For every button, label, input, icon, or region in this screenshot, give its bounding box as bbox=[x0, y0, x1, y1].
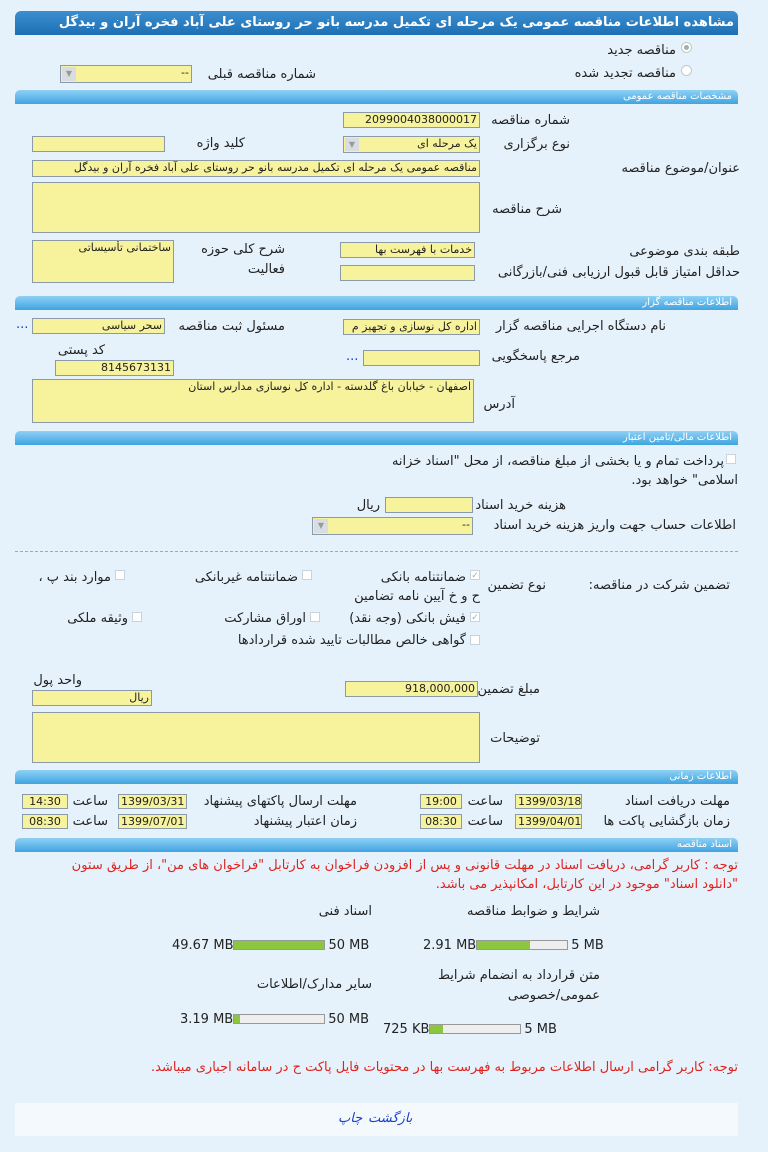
doc-used-size: 49.67 MB bbox=[172, 938, 234, 953]
hour-label: ساعت bbox=[72, 794, 108, 809]
min-score-label: حداقل امتیاز قابل قبول ارزیابی فنی/بازرگانی bbox=[497, 265, 740, 280]
organization-field[interactable]: اداره کل نوسازی و تجهیز م bbox=[343, 319, 480, 335]
doc-title: اسناد فنی bbox=[318, 904, 372, 919]
type-value: یک مرحله ای bbox=[417, 137, 477, 150]
min-score-field[interactable] bbox=[340, 265, 475, 281]
prev-number-label: شماره مناقصه قبلی bbox=[207, 67, 316, 82]
category-field[interactable]: خدمات با فهرست بها bbox=[340, 242, 475, 258]
prev-number-value: -- bbox=[181, 66, 189, 79]
account-select[interactable] bbox=[312, 517, 473, 535]
activity-label: شرح کلی حوزه فعالیت bbox=[201, 242, 285, 277]
guarantee-label: تضمین شرکت در مناقصه: bbox=[588, 578, 730, 593]
doc-max-size: 5 MB bbox=[524, 1022, 557, 1037]
doc-progress-bar bbox=[429, 1024, 521, 1034]
time-label: زمان بازگشایی پاکت ها bbox=[603, 814, 730, 829]
option-checkbox-receivables[interactable] bbox=[470, 635, 480, 645]
reference-more-button[interactable]: ... bbox=[346, 349, 359, 364]
footer bbox=[15, 1103, 738, 1136]
option-label-cont: ح و خ آیین نامه تضامین bbox=[354, 589, 480, 604]
registrar-label: مسئول ثبت مناقصه bbox=[178, 319, 285, 334]
radio-renewed-label: مناقصه تجدید شده bbox=[574, 66, 676, 81]
doc-cost-label: هزینه خرید اسناد bbox=[475, 498, 566, 513]
category-label: طبقه بندی موضوعی bbox=[629, 244, 740, 259]
doc-progress-fill bbox=[234, 941, 323, 949]
currency-field[interactable]: ریال bbox=[32, 690, 152, 706]
address-label: آدرس bbox=[483, 397, 515, 412]
notes-label: توضیحات bbox=[490, 731, 540, 746]
hour-label: ساعت bbox=[467, 794, 503, 809]
section-docs: اسناد مناقصه bbox=[15, 838, 738, 852]
docs-notice-cont: "دانلود اسناد" موجود در این کارتابل، امکانپذیر می باشد. bbox=[435, 877, 738, 892]
reference-field[interactable] bbox=[363, 350, 480, 366]
radio-new-label: مناقصه جدید bbox=[607, 43, 676, 58]
page-title: مشاهده اطلاعات مناقصه عمومی یک مرحله ای تکمیل مدرسه بانو حر روستای علی آباد فخره آران و بیدگل bbox=[15, 11, 738, 35]
time-field[interactable]: 08:30 bbox=[22, 814, 68, 829]
doc-max-size: 50 MB bbox=[328, 938, 370, 953]
doc-used-size: 3.19 MB bbox=[180, 1012, 234, 1027]
section-finance: اطلاعات مالی/تامین اعتبار bbox=[15, 431, 738, 445]
doc-title: شرایط و ضوابط مناقصه bbox=[467, 904, 600, 919]
doc-progress bbox=[383, 1018, 557, 1037]
notes-field[interactable] bbox=[32, 712, 480, 763]
hour-label: ساعت bbox=[72, 814, 108, 829]
keyword-label: کلید واژه bbox=[196, 136, 245, 151]
option-checkbox-bonds[interactable] bbox=[310, 612, 320, 622]
keyword-field[interactable] bbox=[32, 136, 165, 152]
section-organizer: اطلاعات مناقصه گزار bbox=[15, 296, 738, 310]
doc-progress-bar bbox=[233, 940, 325, 950]
treasury-text: پرداخت تمام و یا بخشی از مبلغ مناقصه، از محل "اسناد خزانه bbox=[391, 454, 724, 469]
doc-cost-field[interactable] bbox=[385, 497, 473, 513]
radio-new-tender[interactable] bbox=[681, 42, 692, 53]
time-field[interactable]: 14:30 bbox=[22, 794, 68, 809]
subject-field[interactable]: مناقصه عمومی یک مرحله ای تکمیل مدرسه بانو حر روستای علی آباد فخره آران و بیدگل bbox=[32, 160, 480, 177]
option-label: موارد بند پ ، bbox=[38, 570, 111, 585]
doc-progress-fill bbox=[430, 1025, 443, 1033]
postal-code-label: کد پستی bbox=[57, 343, 105, 358]
guarantee-type-label: نوع تضمین bbox=[487, 578, 546, 593]
section-time: اطلاعات زمانی bbox=[15, 770, 738, 784]
doc-used-size: 725 KB bbox=[383, 1022, 430, 1037]
subject-label: عنوان/موضوع مناقصه bbox=[621, 161, 740, 176]
option-checkbox-cash[interactable]: ✓ bbox=[471, 613, 479, 623]
doc-progress-bar bbox=[476, 940, 568, 950]
option-label: اوراق مشارکت bbox=[224, 611, 306, 626]
time-field[interactable]: 19:00 bbox=[420, 794, 462, 809]
option-checkbox-nonbank-guarantee[interactable] bbox=[302, 570, 312, 580]
time-label: زمان اعتبار پیشنهاد bbox=[253, 814, 357, 829]
activity-field[interactable]: ساختمانی تأسیساتی bbox=[32, 240, 174, 283]
hour-label: ساعت bbox=[467, 814, 503, 829]
account-label: اطلاعات حساب جهت واریز هزینه خرید اسناد bbox=[493, 518, 736, 533]
docs-notice: توجه : کاربر گرامی، دریافت اسناد در مهلت قانونی و پس از افزودن فراخوان به کارتابل "فراخوان های من"، از طریق ستون bbox=[71, 858, 738, 873]
option-label: ضمانتنامه بانکی bbox=[380, 570, 466, 585]
option-checkbox-bank-guarantee[interactable]: ✓ bbox=[471, 571, 479, 581]
chevron-down-icon: ▼ bbox=[62, 67, 76, 81]
organization-label: نام دستگاه اجرایی مناقصه گزار bbox=[495, 319, 666, 334]
registrar-field[interactable]: سحر سیاسی bbox=[32, 318, 165, 334]
doc-max-size: 50 MB bbox=[328, 1012, 370, 1027]
doc-progress-fill bbox=[477, 941, 529, 949]
date-field[interactable]: 1399/03/31 bbox=[118, 794, 187, 809]
doc-progress-bar bbox=[233, 1014, 325, 1024]
radio-renewed-tender[interactable] bbox=[681, 65, 692, 76]
option-checkbox-clause[interactable] bbox=[115, 570, 125, 580]
date-field[interactable]: 1399/04/01 bbox=[515, 814, 582, 829]
treasury-checkbox[interactable] bbox=[726, 454, 736, 464]
address-field[interactable]: اصفهان - خیابان باغ گلدسته - اداره کل نوسازی مدارس استان bbox=[32, 379, 474, 423]
guarantee-amount-field[interactable]: 918,000,000 bbox=[345, 681, 478, 697]
option-label: گواهی خالص مطالبات تایید شده قراردادها bbox=[237, 633, 466, 648]
doc-progress bbox=[172, 934, 369, 953]
time-label: مهلت ارسال پاکتهای پیشنهاد bbox=[203, 794, 357, 809]
date-field[interactable]: 1399/03/18 bbox=[515, 794, 582, 809]
back-link[interactable]: بازگشت bbox=[368, 1111, 413, 1126]
treasury-text-cont: اسلامی" خواهد بود. bbox=[631, 473, 738, 488]
docs-notice-2: توجه: کاربر گرامی ارسال اطلاعات مربوط به فهرست بها در محتویات فایل پاکت ح در سامانه اجباری میباشد. bbox=[151, 1060, 738, 1075]
option-checkbox-property[interactable] bbox=[132, 612, 142, 622]
doc-progress bbox=[180, 1008, 369, 1027]
chevron-down-icon: ▼ bbox=[345, 138, 359, 151]
type-select[interactable] bbox=[343, 136, 480, 153]
tender-number-field[interactable]: 2099004038000017 bbox=[343, 112, 480, 128]
time-label: مهلت دریافت اسناد bbox=[624, 794, 730, 809]
doc-max-size: 5 MB bbox=[571, 938, 604, 953]
registrar-more-button[interactable]: ... bbox=[16, 317, 29, 332]
prev-number-select[interactable] bbox=[60, 65, 192, 83]
doc-used-size: 2.91 MB bbox=[423, 938, 477, 953]
description-field[interactable] bbox=[32, 182, 480, 233]
section-general: مشخصات مناقصه عمومی bbox=[15, 90, 738, 104]
postal-code-field[interactable]: 8145673131 bbox=[55, 360, 174, 376]
type-label: نوع برگزاری bbox=[503, 137, 570, 152]
description-label: شرح مناقصه bbox=[492, 202, 562, 217]
tender-number-label: شماره مناقصه bbox=[491, 113, 570, 128]
option-label: فیش بانکی (وجه نقد) bbox=[349, 611, 466, 626]
doc-progress-fill bbox=[234, 1015, 240, 1023]
reference-label: مرجع پاسخگویی bbox=[491, 349, 580, 364]
print-link[interactable]: چاپ bbox=[338, 1111, 363, 1126]
option-label: وثیقه ملکی bbox=[67, 611, 128, 626]
guarantee-amount-label: مبلغ تضمین bbox=[477, 682, 540, 697]
chevron-down-icon: ▼ bbox=[314, 519, 328, 533]
doc-cost-currency: ریال bbox=[356, 498, 380, 513]
option-label: ضمانتنامه غیربانکی bbox=[194, 570, 298, 585]
time-field[interactable]: 08:30 bbox=[420, 814, 462, 829]
currency-label: واحد پول bbox=[33, 673, 82, 688]
divider bbox=[15, 551, 738, 552]
account-value: -- bbox=[462, 518, 470, 531]
date-field[interactable]: 1399/07/01 bbox=[118, 814, 187, 829]
doc-title: سایر مدارک/اطلاعات bbox=[256, 977, 372, 992]
doc-title: متن قرارداد به انضمام شرایط عمومی/خصوصی bbox=[437, 968, 600, 1003]
doc-progress bbox=[423, 934, 604, 953]
